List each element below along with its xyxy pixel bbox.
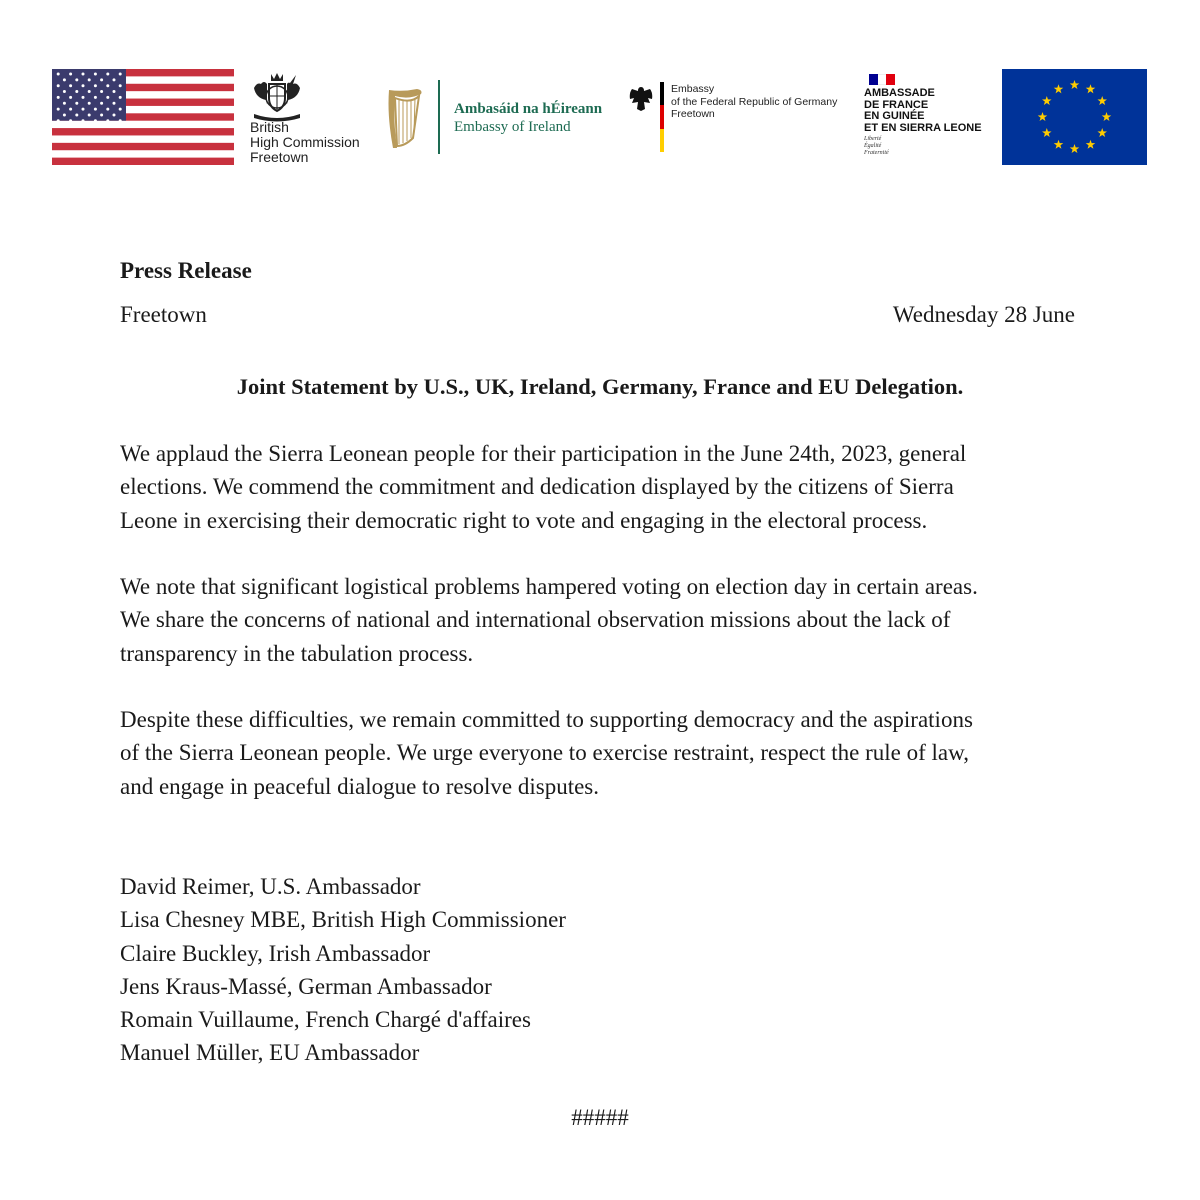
us-flag-star [63, 78, 66, 81]
german-stripe-gold [660, 129, 664, 152]
us-flag-star [69, 108, 72, 111]
german-stripe-red [660, 105, 664, 128]
us-flag-star [100, 102, 103, 105]
us-flag-star [113, 90, 116, 93]
us-flag-star [106, 119, 109, 122]
signatory: Claire Buckley, Irish Ambassador [120, 940, 431, 966]
germany-logo-line-2: of the Federal Republic of Germany [671, 95, 838, 108]
german-embassy-logo [628, 82, 853, 154]
german-stripe-black [660, 82, 664, 105]
us-flag-star [94, 119, 97, 122]
us-flag-star [75, 78, 78, 81]
signatory: Manuel Müller, EU Ambassador [120, 1040, 420, 1066]
eu-flag-logo [1002, 69, 1147, 165]
us-flag-star [119, 108, 122, 111]
us-flag-star [69, 119, 72, 122]
us-flag-star [119, 96, 122, 99]
us-flag-star [106, 84, 109, 87]
german-flag-stripe [660, 82, 664, 152]
us-flag-star [119, 73, 122, 76]
press-release-heading: Press Release [120, 258, 252, 283]
paragraph-line: We applaud the Sierra Leonean people for their participation in the June 24th, 2023, general [120, 441, 967, 466]
us-flag-star [113, 113, 116, 116]
us-flag-stripe [52, 158, 234, 165]
us-flag-star [100, 90, 103, 93]
paragraph-line: elections. We commend the commitment and dedication displayed by the citizens of Sierra [120, 474, 954, 500]
ireland-logo-english-name: Embassy of Ireland [454, 119, 571, 135]
paragraph-line: Leone in exercising their democratic right to vote and engaging in the electoral process. [120, 507, 928, 533]
us-flag-star [82, 73, 85, 76]
us-flag-star [88, 102, 91, 105]
us-flag-star [75, 102, 78, 105]
us-flag-star [94, 96, 97, 99]
paragraph-line: We note that significant logistical problems hampered voting on election day in certain areas. [120, 574, 978, 599]
embassy-of-ireland-logo [383, 80, 613, 156]
france-logo-line-2: DE FRANCE [864, 98, 929, 111]
us-flag-canton [52, 69, 126, 121]
british-high-commission-logo [248, 70, 378, 170]
location: Freetown [120, 302, 207, 327]
motto-fraternite: Fraternité [864, 150, 889, 156]
us-flag-star [69, 96, 72, 99]
us-flag-star [106, 108, 109, 111]
france-motto [864, 136, 889, 157]
us-flag-star [57, 96, 60, 99]
release-date: Wednesday 28 June [892, 302, 1075, 327]
signatory: Jens Kraus-Massé, German Ambassador [120, 973, 492, 999]
signatory: David Reimer, U.S. Ambassador [120, 874, 421, 899]
motto-egalite: Égalité [864, 143, 882, 149]
ireland-logo-divider [438, 80, 440, 154]
us-flag-star [75, 90, 78, 93]
end-mark: ##### [571, 1105, 629, 1130]
harp-icon [383, 86, 427, 152]
uk-logo-line-1: British [250, 119, 289, 135]
paragraph-line: of the Sierra Leonean people. We urge everyone to exercise restraint, respect the rule of law, [120, 740, 969, 766]
us-flag-star [119, 119, 122, 122]
us-flag-star [69, 73, 72, 76]
us-flag-star [75, 113, 78, 116]
paragraph-line: We share the concerns of national and international observation missions about the lack of [120, 607, 951, 633]
paragraph-1 [120, 437, 1100, 537]
us-flag-star [82, 84, 85, 87]
paragraph-line: Despite these difficulties, we remain committed to supporting democracy and the aspirations [120, 707, 973, 732]
germany-logo-line-3: Freetown [671, 108, 715, 120]
motto-liberte: Liberté [864, 136, 882, 142]
signatories-list [120, 870, 566, 1070]
us-flag-star [82, 119, 85, 122]
us-flag-star [94, 108, 97, 111]
uk-logo-line-2: High Commission [250, 134, 360, 150]
us-flag-star [57, 84, 60, 87]
paragraph-3 [120, 703, 1100, 803]
signatory: Romain Vuillaume, French Chargé d'affaires [120, 1007, 531, 1033]
us-flag-star [94, 84, 97, 87]
us-flag-star [69, 84, 72, 87]
us-flag-star [88, 113, 91, 116]
french-embassy-logo [864, 74, 989, 159]
us-flag-star [100, 78, 103, 81]
us-flag-star [57, 108, 60, 111]
france-logo-line-3: EN GUINÉE [864, 110, 925, 122]
signatory: Lisa Chesney MBE, British High Commissioner [120, 907, 566, 933]
us-flag-star [94, 73, 97, 76]
uk-logo-line-3: Freetown [250, 149, 309, 165]
us-flag-star [106, 73, 109, 76]
us-flag-star [57, 119, 60, 122]
us-flag-star [113, 78, 116, 81]
us-flag-star [113, 102, 116, 105]
us-flag-star [106, 96, 109, 99]
paragraph-line: and engage in peaceful dialogue to resolve disputes. [120, 773, 600, 799]
ireland-logo-irish-name: Ambasáid na hÉireann [454, 101, 603, 117]
us-flag-star [82, 108, 85, 111]
germany-logo-line-1: Embassy [671, 83, 715, 95]
us-flag-star [82, 96, 85, 99]
royal-coat-of-arms-icon [248, 70, 306, 122]
us-flag-star [63, 113, 66, 116]
us-flag-stripe [52, 128, 234, 135]
us-flag-stripe [52, 143, 234, 150]
paragraph-line: transparency in the tabulation process. [120, 640, 474, 666]
us-flag-star [119, 84, 122, 87]
france-logo-line-1: AMBASSADE [864, 87, 935, 99]
us-flag-star [57, 73, 60, 76]
us-flag-star [88, 78, 91, 81]
paragraph-2 [120, 570, 1100, 670]
us-flag-logo [52, 69, 234, 165]
marianne-tricolor-icon [869, 74, 895, 85]
us-flag-star [63, 102, 66, 105]
statement-title: Joint Statement by U.S., UK, Ireland, Germany, France and EU Delegation. [236, 374, 964, 399]
federal-eagle-icon [628, 85, 654, 113]
us-flag-star [63, 90, 66, 93]
us-flag-star [88, 90, 91, 93]
france-logo-line-4: ET EN SIERRA LEONE [864, 121, 982, 134]
us-flag-star [100, 113, 103, 116]
